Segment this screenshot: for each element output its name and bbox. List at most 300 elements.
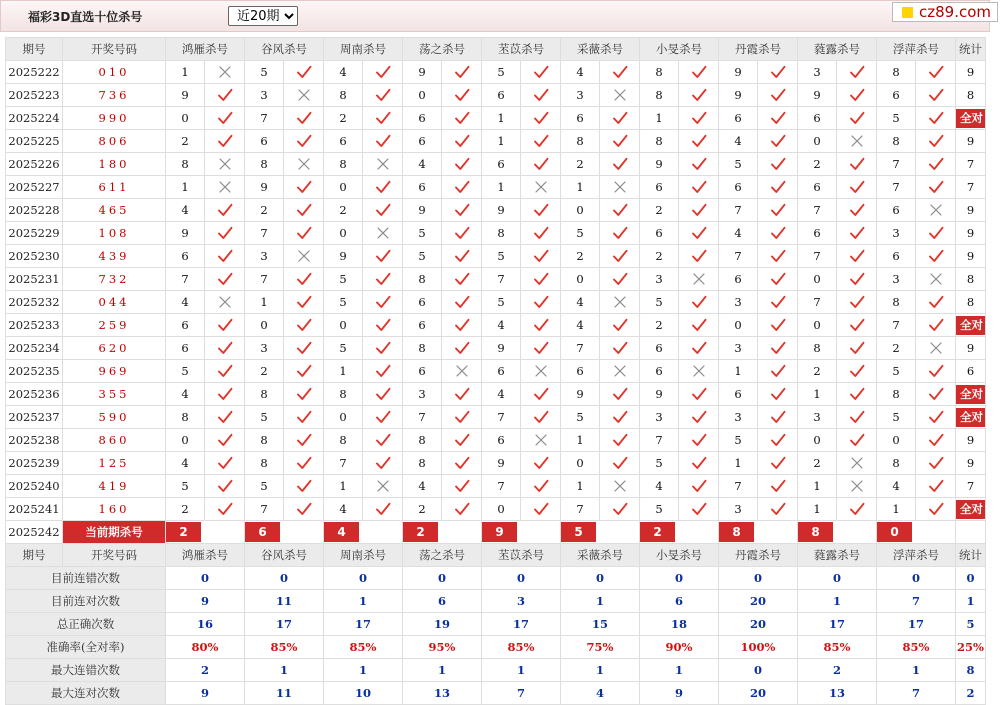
kill-number-cell: 8 <box>403 452 442 475</box>
cross-icon <box>928 202 944 218</box>
kill-number-cell: 5 <box>482 61 521 84</box>
result-mark-cell <box>442 222 482 245</box>
draw-number-cell: 590 <box>63 406 166 429</box>
check-icon <box>454 317 470 333</box>
check-icon <box>928 455 944 471</box>
check-icon <box>454 455 470 471</box>
stats-value: 0 <box>245 567 324 590</box>
result-mark-cell <box>521 498 561 521</box>
result-mark-cell <box>916 383 956 406</box>
stats-label: 目前连对次数 <box>6 590 166 613</box>
kill-number-cell: 1 <box>482 130 521 153</box>
kill-number-cell: 4 <box>166 452 205 475</box>
stats-value: 1 <box>324 590 403 613</box>
result-mark-cell <box>600 314 640 337</box>
check-icon <box>533 386 549 402</box>
result-mark-cell <box>600 222 640 245</box>
cross-icon <box>612 87 628 103</box>
result-mark-cell <box>442 107 482 130</box>
table-row <box>6 245 986 268</box>
kill-number-cell: 4 <box>561 314 600 337</box>
kill-number-cell: 2 <box>245 360 284 383</box>
kill-number-cell: 0 <box>561 268 600 291</box>
stats-value: 0 <box>719 567 798 590</box>
current-kill-number: 0 <box>877 522 912 542</box>
check-icon <box>217 386 233 402</box>
kill-number-cell: 4 <box>166 383 205 406</box>
kill-number-cell: 4 <box>719 130 758 153</box>
cross-icon <box>612 294 628 310</box>
check-icon <box>375 271 391 287</box>
kill-number-cell: 2 <box>640 199 679 222</box>
stats-value: 8 <box>956 659 986 682</box>
kill-number-cell: 6 <box>245 130 284 153</box>
check-icon <box>849 363 865 379</box>
check-icon <box>533 156 549 172</box>
stats-row <box>6 567 986 590</box>
site-logo[interactable] <box>892 2 998 22</box>
table-row <box>6 222 986 245</box>
stats-value: 9 <box>166 590 245 613</box>
kill-number-cell: 8 <box>640 84 679 107</box>
kill-number-cell: 8 <box>798 337 837 360</box>
col-header-method: 鸿雁杀号 <box>166 544 245 567</box>
col-header-method: 鸿雁杀号 <box>166 38 245 61</box>
check-icon <box>217 225 233 241</box>
check-icon <box>296 363 312 379</box>
draw-number-cell: 736 <box>63 84 166 107</box>
kill-number-cell: 4 <box>482 383 521 406</box>
check-icon <box>612 110 628 126</box>
check-icon <box>454 133 470 149</box>
check-icon <box>770 409 786 425</box>
current-kill-number: 6 <box>245 522 280 542</box>
header-row <box>6 38 986 61</box>
result-mark-cell <box>521 360 561 383</box>
result-mark-cell <box>679 245 719 268</box>
check-icon <box>849 156 865 172</box>
result-mark-cell <box>363 498 403 521</box>
stats-value: 6 <box>403 590 482 613</box>
result-mark-cell <box>363 245 403 268</box>
current-kill-number: 9 <box>482 522 517 542</box>
check-icon <box>217 317 233 333</box>
stats-value: 1 <box>640 659 719 682</box>
kill-number-cell: 0 <box>798 429 837 452</box>
kill-number-cell: 7 <box>166 268 205 291</box>
kill-number-cell: 5 <box>482 291 521 314</box>
col-header-count: 统计 <box>956 544 986 567</box>
kill-number-cell: 6 <box>403 291 442 314</box>
check-icon <box>533 133 549 149</box>
kill-number-cell: 5 <box>719 153 758 176</box>
count-cell: 7 <box>956 176 986 199</box>
stats-row <box>6 590 986 613</box>
check-icon <box>375 363 391 379</box>
kill-number-cell: 7 <box>245 268 284 291</box>
kill-number-cell: 0 <box>245 314 284 337</box>
all-correct-badge: 全对 <box>956 316 986 335</box>
check-icon <box>770 294 786 310</box>
count-cell: 9 <box>956 245 986 268</box>
check-icon <box>375 432 391 448</box>
result-mark-cell <box>284 383 324 406</box>
stats-value: 9 <box>166 682 245 705</box>
kill-number-cell: 1 <box>798 383 837 406</box>
kill-number-cell: 0 <box>324 314 363 337</box>
kill-number-cell: 2 <box>877 337 916 360</box>
kill-number-cell: 6 <box>561 107 600 130</box>
check-icon <box>691 133 707 149</box>
kill-number-cell: 9 <box>640 383 679 406</box>
check-icon <box>296 478 312 494</box>
check-icon <box>296 179 312 195</box>
kill-number-cell: 6 <box>403 360 442 383</box>
count-cell: 8 <box>956 268 986 291</box>
count-cell: 7 <box>956 475 986 498</box>
check-icon <box>375 501 391 517</box>
result-mark-cell <box>205 222 245 245</box>
check-icon <box>691 156 707 172</box>
check-icon <box>454 248 470 264</box>
col-header-method: 小旻杀号 <box>640 544 719 567</box>
kill-number-cell: 7 <box>482 268 521 291</box>
result-mark-cell <box>837 406 877 429</box>
result-mark-cell <box>916 176 956 199</box>
kill-number-cell: 1 <box>166 176 205 199</box>
kill-number-cell: 5 <box>245 406 284 429</box>
col-header-method: 丹霞杀号 <box>719 544 798 567</box>
table-row <box>6 291 986 314</box>
col-header-method: 周南杀号 <box>324 544 403 567</box>
period-cell: 2025229 <box>6 222 63 245</box>
kill-number-cell: 1 <box>798 475 837 498</box>
kill-number-cell: 5 <box>324 291 363 314</box>
stats-value: 0 <box>719 659 798 682</box>
check-icon <box>849 317 865 333</box>
all-correct-badge-cell <box>956 107 986 130</box>
cross-icon <box>533 179 549 195</box>
stats-value: 0 <box>482 567 561 590</box>
result-mark-cell <box>600 498 640 521</box>
kill-number-cell: 3 <box>245 337 284 360</box>
kill-number-cell: 7 <box>482 406 521 429</box>
check-icon <box>849 179 865 195</box>
check-icon <box>533 110 549 126</box>
kill-number-cell: 7 <box>482 475 521 498</box>
period-cell: 2025238 <box>6 429 63 452</box>
kill-number-cell: 9 <box>561 383 600 406</box>
kill-number-cell: 1 <box>719 360 758 383</box>
cross-icon <box>375 478 391 494</box>
kill-number-cell: 1 <box>719 452 758 475</box>
table-row <box>6 153 986 176</box>
table-row <box>6 383 986 406</box>
check-icon <box>770 386 786 402</box>
check-icon <box>612 156 628 172</box>
kill-number-cell: 5 <box>403 222 442 245</box>
kill-number-cell: 9 <box>245 176 284 199</box>
check-icon <box>375 133 391 149</box>
kill-number-cell: 6 <box>798 222 837 245</box>
result-mark-cell <box>363 383 403 406</box>
period-cell: 2025234 <box>6 337 63 360</box>
cross-icon <box>691 271 707 287</box>
check-icon <box>928 133 944 149</box>
table-row <box>6 360 986 383</box>
draw-number-cell: 465 <box>63 199 166 222</box>
check-icon <box>296 340 312 356</box>
cross-icon <box>217 179 233 195</box>
result-mark-cell <box>679 107 719 130</box>
count-cell: 9 <box>956 452 986 475</box>
check-icon <box>217 340 233 356</box>
kill-number-cell: 7 <box>245 222 284 245</box>
kill-number-cell: 5 <box>877 107 916 130</box>
stats-value: 0 <box>956 567 986 590</box>
period-cell: 2025236 <box>6 383 63 406</box>
result-mark-cell <box>442 199 482 222</box>
kill-number-cell: 6 <box>640 360 679 383</box>
kill-number-cell: 0 <box>403 84 442 107</box>
result-mark-cell <box>758 176 798 199</box>
check-icon <box>296 501 312 517</box>
result-mark-cell <box>837 498 877 521</box>
count-cell: 9 <box>956 61 986 84</box>
check-icon <box>612 64 628 80</box>
kill-number-cell: 6 <box>719 383 758 406</box>
result-mark-cell <box>916 429 956 452</box>
check-icon <box>928 179 944 195</box>
kill-number-cell: 2 <box>324 107 363 130</box>
result-mark-cell <box>442 245 482 268</box>
kill-number-cell: 0 <box>798 314 837 337</box>
result-mark-cell <box>916 291 956 314</box>
kill-number-cell: 4 <box>166 199 205 222</box>
stats-value: 0 <box>324 567 403 590</box>
kill-number-cell: 2 <box>561 245 600 268</box>
check-icon <box>533 294 549 310</box>
result-mark-cell <box>600 107 640 130</box>
kill-number-cell: 6 <box>324 130 363 153</box>
kill-number-cell: 8 <box>877 61 916 84</box>
draw-number-cell: 860 <box>63 429 166 452</box>
result-mark-cell <box>363 337 403 360</box>
cross-icon <box>533 432 549 448</box>
result-mark-cell <box>521 84 561 107</box>
result-mark-cell <box>679 61 719 84</box>
kill-number-cell: 3 <box>640 268 679 291</box>
result-mark-cell <box>600 245 640 268</box>
result-mark-cell <box>284 452 324 475</box>
result-mark-cell <box>205 153 245 176</box>
result-mark-cell <box>600 406 640 429</box>
kill-number-cell: 6 <box>798 176 837 199</box>
kill-number-cell: 3 <box>877 268 916 291</box>
period-cell: 2025228 <box>6 199 63 222</box>
kill-number-cell: 7 <box>640 429 679 452</box>
stats-value: 17 <box>245 613 324 636</box>
result-mark-cell <box>284 498 324 521</box>
check-icon <box>612 133 628 149</box>
current-kill-number: 8 <box>719 522 754 542</box>
current-kill-cell <box>719 521 798 544</box>
result-mark-cell <box>205 383 245 406</box>
check-icon <box>849 248 865 264</box>
check-icon <box>849 271 865 287</box>
kill-number-cell: 7 <box>403 406 442 429</box>
result-mark-cell <box>205 107 245 130</box>
result-mark-cell <box>284 61 324 84</box>
result-mark-cell <box>758 383 798 406</box>
check-icon <box>691 64 707 80</box>
kill-number-cell: 8 <box>877 130 916 153</box>
kill-number-cell: 3 <box>403 383 442 406</box>
kill-number-cell: 5 <box>482 245 521 268</box>
check-icon <box>849 225 865 241</box>
check-icon <box>217 87 233 103</box>
check-icon <box>454 179 470 195</box>
stats-value: 13 <box>403 682 482 705</box>
check-icon <box>533 478 549 494</box>
kill-number-cell: 1 <box>561 429 600 452</box>
stats-value: 25% <box>956 636 986 659</box>
all-correct-badge: 全对 <box>956 500 986 519</box>
period-cell: 2025235 <box>6 360 63 383</box>
kill-number-cell: 2 <box>798 153 837 176</box>
current-kill-cell <box>245 521 324 544</box>
stats-value: 16 <box>166 613 245 636</box>
result-mark-cell <box>758 245 798 268</box>
result-mark-cell <box>916 153 956 176</box>
current-kill-number: 2 <box>403 522 438 542</box>
check-icon <box>928 248 944 264</box>
result-mark-cell <box>916 107 956 130</box>
kill-number-cell: 9 <box>719 84 758 107</box>
all-correct-badge-cell <box>956 314 986 337</box>
check-icon <box>217 501 233 517</box>
kill-number-cell: 8 <box>245 452 284 475</box>
result-mark-cell <box>284 337 324 360</box>
check-icon <box>928 409 944 425</box>
kill-number-cell: 9 <box>403 61 442 84</box>
stats-value: 2 <box>956 682 986 705</box>
stats-value: 9 <box>640 682 719 705</box>
all-correct-badge: 全对 <box>956 385 986 404</box>
result-mark-cell <box>600 383 640 406</box>
kill-number-cell: 9 <box>482 199 521 222</box>
stats-row <box>6 636 986 659</box>
stats-value: 1 <box>956 590 986 613</box>
kill-number-cell: 3 <box>719 406 758 429</box>
check-icon <box>454 409 470 425</box>
kill-number-cell: 3 <box>719 498 758 521</box>
result-mark-cell <box>205 360 245 383</box>
kill-number-cell: 7 <box>561 498 600 521</box>
cross-icon <box>928 271 944 287</box>
cross-icon <box>217 64 233 80</box>
check-icon <box>770 478 786 494</box>
check-icon <box>296 317 312 333</box>
check-icon <box>296 271 312 287</box>
result-mark-cell <box>758 406 798 429</box>
check-icon <box>533 225 549 241</box>
check-icon <box>454 432 470 448</box>
result-mark-cell <box>205 291 245 314</box>
kill-number-cell: 1 <box>561 176 600 199</box>
stats-value: 95% <box>403 636 482 659</box>
result-mark-cell <box>916 199 956 222</box>
result-mark-cell <box>837 360 877 383</box>
kill-number-cell: 9 <box>403 199 442 222</box>
kill-number-cell: 8 <box>403 337 442 360</box>
result-mark-cell <box>205 61 245 84</box>
current-kill-number: 8 <box>798 522 833 542</box>
check-icon <box>928 87 944 103</box>
check-icon <box>454 271 470 287</box>
result-mark-cell <box>679 153 719 176</box>
result-mark-cell <box>837 452 877 475</box>
kill-number-cell: 2 <box>640 314 679 337</box>
kill-number-table <box>5 37 986 705</box>
result-mark-cell <box>284 429 324 452</box>
result-mark-cell <box>758 130 798 153</box>
result-mark-cell <box>442 452 482 475</box>
check-icon <box>454 340 470 356</box>
result-mark-cell <box>916 337 956 360</box>
result-mark-cell <box>205 84 245 107</box>
result-mark-cell <box>363 406 403 429</box>
period-select[interactable] <box>228 6 298 26</box>
kill-number-cell: 6 <box>877 245 916 268</box>
result-mark-cell <box>205 337 245 360</box>
result-mark-cell <box>284 176 324 199</box>
check-icon <box>770 225 786 241</box>
result-mark-cell <box>758 199 798 222</box>
table-row <box>6 406 986 429</box>
result-mark-cell <box>679 360 719 383</box>
cross-icon <box>375 156 391 172</box>
period-cell: 2025230 <box>6 245 63 268</box>
result-mark-cell <box>679 498 719 521</box>
kill-number-cell: 6 <box>561 360 600 383</box>
result-mark-cell <box>837 222 877 245</box>
col-header-method: 苤苡杀号 <box>482 544 561 567</box>
period-cell: 2025240 <box>6 475 63 498</box>
kill-number-cell: 6 <box>403 107 442 130</box>
col-header-method: 丹霞杀号 <box>719 38 798 61</box>
kill-number-cell: 0 <box>798 130 837 153</box>
kill-number-cell: 4 <box>877 475 916 498</box>
cross-icon <box>612 478 628 494</box>
cross-icon <box>296 156 312 172</box>
kill-number-cell: 3 <box>798 406 837 429</box>
check-icon <box>296 202 312 218</box>
check-icon <box>770 455 786 471</box>
result-mark-cell <box>442 429 482 452</box>
result-mark-cell <box>679 429 719 452</box>
kill-number-cell: 8 <box>166 153 205 176</box>
result-mark-cell <box>363 130 403 153</box>
check-icon <box>454 110 470 126</box>
result-mark-cell <box>205 498 245 521</box>
result-mark-cell <box>363 222 403 245</box>
kill-number-cell: 2 <box>798 360 837 383</box>
check-icon <box>691 294 707 310</box>
kill-number-cell: 4 <box>719 222 758 245</box>
check-icon <box>533 501 549 517</box>
check-icon <box>375 455 391 471</box>
